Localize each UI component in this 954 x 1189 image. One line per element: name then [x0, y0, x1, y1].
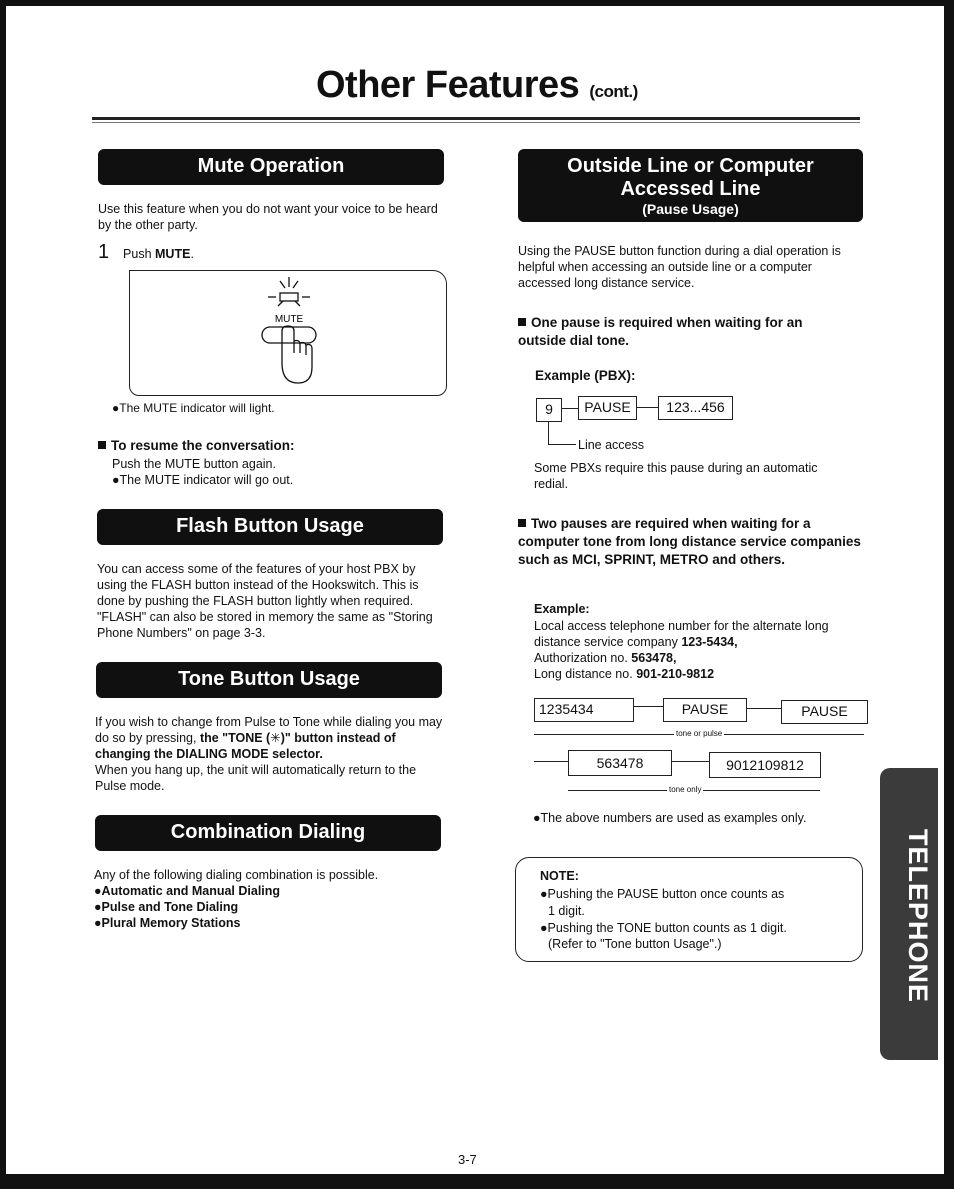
tone-banner [96, 662, 442, 698]
bullet-square-icon [98, 441, 106, 449]
title-cont: (cont.) [589, 82, 638, 101]
mute-banner [98, 149, 444, 185]
line-access-pointer [548, 444, 576, 445]
mute-illustration [129, 270, 447, 396]
connector-line [534, 761, 568, 762]
tone-body: If you wish to change from Pulse to Tone while dialing you may do so by pressing, the "TONE (✳)" button instead of changing the DIALING MODE selector. When you hang up, the unit will automatically return to the Pulse mode. [95, 715, 443, 793]
mute-heading: Mute Operation [197, 155, 345, 177]
flash-heading: Flash Button Usage [176, 515, 364, 537]
example-pbx-label: Example (PBX): [535, 368, 636, 383]
note-line: ●Pushing the TONE button counts as 1 digit. [540, 921, 787, 935]
sequence-number-box: 1235434 [534, 698, 634, 722]
example-line3: Long distance no. 901-210-9812 [534, 667, 715, 681]
flash-banner [97, 509, 443, 545]
combo-item: ●Plural Memory Stations [94, 916, 241, 930]
combo-intro: Any of the following dialing combination is possible. [94, 868, 379, 882]
page-number: 3-7 [458, 1152, 477, 1167]
line-access-pointer [548, 421, 549, 444]
outside-subheading: (Pause Usage) [642, 201, 739, 217]
mute-button-icon [130, 271, 446, 395]
mute-intro: Use this feature when you do not want your voice to be heard by the other party. [98, 202, 438, 232]
svg-text:MUTE: MUTE [274, 314, 304, 325]
mute-step: 1 Push MUTE. [98, 241, 194, 263]
tone-or-pulse-label: tone or pulse [676, 729, 723, 738]
combo-banner [95, 815, 441, 851]
outside-intro: Using the PAUSE button function during a dial operation is helpful when accessing an outside line or a computer accessed long distance service. [518, 244, 841, 290]
note-line: (Refer to "Tone button Usage".) [548, 937, 722, 951]
examples-note: ●The above numbers are used as examples only. [533, 811, 807, 825]
line-access-label: Line access [578, 438, 645, 452]
title-rule [92, 117, 860, 120]
connector-line [636, 407, 658, 408]
section-tab-label: TELEPHONE [903, 828, 933, 1004]
mute-indicator-note: ●The MUTE indicator will light. [112, 401, 275, 415]
sequence-pause-box: PAUSE [781, 700, 868, 724]
bullet-square-icon [518, 519, 526, 527]
connector-line [633, 706, 663, 707]
sequence-pause-box: PAUSE [663, 698, 747, 722]
note-label: NOTE: [540, 869, 579, 883]
sequence-number-box: 563478 [568, 750, 672, 776]
combo-item: ●Pulse and Tone Dialing [94, 900, 239, 914]
note-line: 1 digit. [548, 904, 585, 918]
pbx-digit-box: 9 [536, 398, 562, 422]
one-pause-heading: One pause is required when waiting for an outside dial tone. [518, 315, 803, 348]
flash-body: You can access some of the features of your host PBX by using the FLASH button instead of the Hookswitch. This is done by pushing the FLASH button lightly when required. "FLASH" can also be stored in memory the same as "Storing Phone Numbers" on page 3-3. [97, 562, 433, 640]
resume-line1: Push the MUTE button again. [112, 457, 276, 471]
title-rule-thin [92, 122, 860, 123]
pbx-note: Some PBXs require this pause during an automatic redial. [534, 461, 818, 491]
example-line1: Local access telephone number for the alternate long distance service company 123-5434, [534, 619, 829, 649]
outside-heading-line1: Outside Line or Computer [567, 155, 814, 177]
bullet-square-icon [518, 318, 526, 326]
outside-heading-line2: Accessed Line [620, 178, 761, 200]
pbx-pause-box: PAUSE [578, 396, 637, 420]
sequence-number-box: 9012109812 [709, 752, 821, 778]
tone-only-label: tone only [669, 785, 702, 794]
resume-heading: To resume the conversation: [98, 437, 295, 455]
resume-line2: ●The MUTE indicator will go out. [112, 473, 294, 487]
connector-line [746, 708, 781, 709]
example-label: Example: [534, 602, 590, 616]
example-line2: Authorization no. 563478, [534, 651, 677, 665]
outside-banner [518, 149, 863, 222]
two-pauses-heading: Two pauses are required when waiting for a computer tone from long distance service companies such as MCI, SPRINT, METRO and others. [518, 516, 861, 567]
connector-line [561, 408, 578, 409]
connector-line [671, 761, 709, 762]
page-title: Other Features (cont.) [316, 64, 638, 106]
tone-heading: Tone Button Usage [178, 668, 360, 690]
pbx-number-box: 123...456 [658, 396, 733, 420]
combo-item: ●Automatic and Manual Dialing [94, 884, 281, 898]
combo-heading: Combination Dialing [170, 821, 366, 843]
note-line: ●Pushing the PAUSE button once counts as [540, 887, 785, 901]
